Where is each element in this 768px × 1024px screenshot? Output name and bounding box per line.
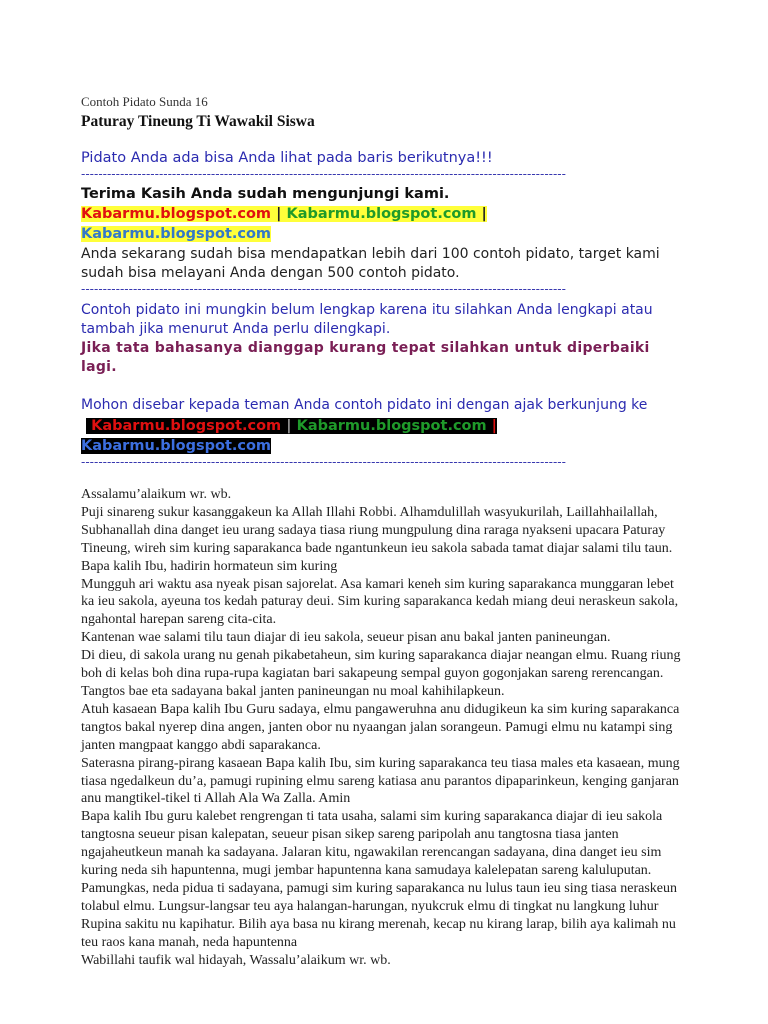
link-green[interactable]: Kabarmu.blogspot.com: [286, 206, 477, 222]
divider-line: ----------------------------------------------------------------------------------------------------------------: [81, 456, 566, 468]
speech-body: [81, 486, 681, 969]
link-blue-dark[interactable]: Kabarmu.blogspot.com: [81, 438, 272, 454]
link-separator: |: [486, 418, 497, 434]
link-green-dark[interactable]: Kabarmu.blogspot.com: [296, 418, 487, 434]
link-separator: |: [476, 206, 487, 222]
speech-paragraph: Rupina sakitu nu kapihatur. Bilih aya basa nu kirang merenah, kecap nu kirang larap, bilih aya kalimah nu teu raos kana manah, neda hapuntenna: [81, 916, 676, 950]
divider-line: ----------------------------------------------------------------------------------------------------------------: [81, 283, 566, 295]
link-row-dark: [81, 416, 681, 456]
link-blue[interactable]: Kabarmu.blogspot.com: [81, 226, 272, 242]
note-text: Contoh pidato ini mungkin belum lengkap karena itu silahkan Anda lengkapi atau tambah jika menurut Anda perlu dilengkapi.: [81, 302, 653, 337]
speech-paragraph: Saterasna pirang-pirang kasaean Bapa kalih Ibu, sim kuring saparakanca teu tiasa males eta kasaean, mung tiasa ngedalkeun du’a, pamugi rupining elmu sareng katiasa anu parantos dipaparinkeun, kenging ganjaran anu mangtikel-tikel ti Allah Ala Wa Zalla. Amin: [81, 755, 680, 807]
speech-paragraph: Mungguh ari waktu asa nyeak pisan sajorelat. Asa kamari keneh sim kuring saparakanca munggaran lebet ka ieu sakola, ayeuna tos kedah paturay deui. Sim kuring saparakanca kedah miang deui neraskeun sakola, ngahontal harepan sareng cita-cita.: [81, 576, 679, 628]
link-separator: |: [271, 206, 287, 222]
speech-paragraph: Pamungkas, neda pidua ti sadayana, pamugi sim kuring saparakanca nu lulus taun ieu sing tiasa neraskeun tolabul elmu. Lungsur-langsar teu aya halangan-harungan, nyukcruk elmu di tingkat nu langkung luhur: [81, 880, 678, 914]
document-title: Paturay Tineung Ti Wawakil Siswa: [81, 113, 315, 130]
speech-paragraph: Kantenan wae salami tilu taun diajar di ieu sakola, seueur pisan anu bakal janten panineungan.: [81, 630, 611, 646]
speech-paragraph: Atuh kasaean Bapa kalih Ibu Guru sadaya, elmu pangaweruhna anu didugikeun ka sim kuring saparakanca tangtos bakal nyerep dina angen, janten obor nu nyaangan jalan sorangeun. Pamugi elmu nu katampi sing janten mangpaat kanggo abdi saparakanca.: [81, 701, 680, 753]
divider-line: ----------------------------------------------------------------------------------------------------------------: [81, 168, 566, 180]
speech-paragraph: Di dieu, di sakola urang nu genah pikabetaheun, sim kuring saparakanca diajar neangan elmu. Ruang riung boh di kelas boh dina rupa-rupa kagiatan bari sakapeung sempal guyon gogonjakan sareng rerencangan. Tangtos bae eta sadayana bakal janten panineungan nu moal kahihilapkeun.: [81, 648, 681, 699]
note-bold-text: Jika tata bahasanya dianggap kurang tepat silahkan untuk diperbaiki lagi.: [81, 340, 650, 375]
document-subtitle: Contoh Pidato Sunda 16: [81, 94, 208, 109]
speech-paragraph: Puji sinareng sukur kasanggakeun ka Allah Illahi Robbi. Alhamdulillah wasyukurilah, Laillahhailallah, Subhanallah dina danget ieu urang sadaya tiasa riung mungpulung dina raraga nyakseni upacara Paturay Tineung, wireh sim kuring saparakanca bade ngantunkeun ieu sakola sabada tamat diajar salami tilu taun.: [81, 504, 673, 556]
speech-paragraph: Wabillahi taufik wal hidayah, Wassalu’alaikum wr. wb.: [81, 952, 391, 968]
speech-paragraph: Bapa kalih Ibu, hadirin hormateun sim kuring: [81, 558, 338, 574]
link-red[interactable]: Kabarmu.blogspot.com: [81, 206, 272, 222]
spread-text: Mohon disebar kepada teman Anda contoh pidato ini dengan ajak berkunjung ke: [81, 397, 648, 413]
intro-text: Pidato Anda ada bisa Anda lihat pada baris berikutnya!!!: [81, 150, 493, 166]
speech-paragraph: Bapa kalih Ibu guru kalebet rengrengan ti tata usaha, salami sim kuring saparakanca diajar di ieu sakola tangtosna seueur pisan kalepatan, seueur pisan sikep sareng paripolah anu tangtosna tiasa janten ngajaheutkeun manah ka sadayana. Jalaran kitu, ngawakilan rerencangan sadayana, dina danget ieu sim kuring neda sih hapuntenna, mugi jembar hapuntenna kana samudaya kalelepatan sareng kaluluputan.: [81, 809, 663, 879]
link-separator: |: [281, 418, 297, 434]
thanks-text: Terima Kasih Anda sudah mengunjungi kami.: [81, 186, 450, 202]
document-page: [81, 94, 681, 969]
offer-text: Anda sekarang sudah bisa mendapatkan lebih dari 100 contoh pidato, target kami sudah bisa melayani Anda dengan 500 contoh pidato.: [81, 246, 660, 281]
link-row-highlighted: [81, 204, 681, 244]
speech-paragraph: Assalamu’alaikum wr. wb.: [81, 487, 232, 502]
link-red-dark[interactable]: Kabarmu.blogspot.com: [91, 418, 282, 434]
